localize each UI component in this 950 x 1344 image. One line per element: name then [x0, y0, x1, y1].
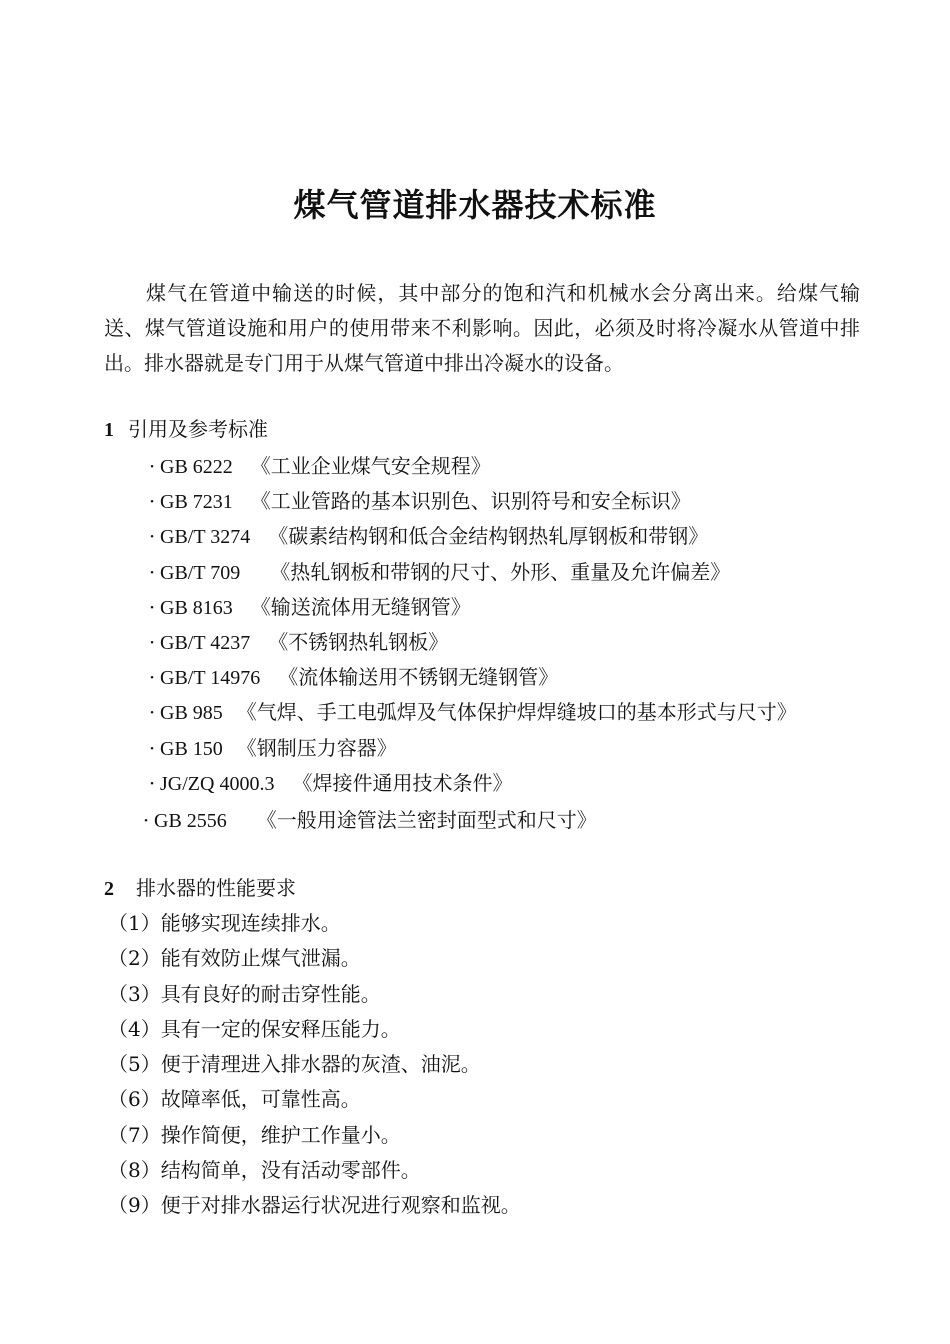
standard-item: [144, 697, 797, 732]
standard-name: 《热轧钢板和带钢的尺寸、外形、重量及允许偏差》: [270, 559, 731, 584]
standard-code: JG/ZQ 4000.3: [160, 772, 275, 795]
standard-code: GB 7231: [160, 491, 233, 514]
standard-name: 《输送流体用无缝钢管》: [250, 594, 471, 619]
requirement-item: （9）便于对排水器运行状况进行观察和监视。: [108, 1193, 521, 1218]
standard-item: [144, 662, 797, 697]
standard-item: [144, 733, 797, 768]
standard-code: GB 2556: [154, 809, 227, 832]
requirement-item: （7）操作简便，维护工作量小。: [108, 1122, 401, 1147]
performance-requirements-list: [108, 908, 521, 1226]
standard-name: 《钢制压力容器》: [236, 735, 397, 760]
bullet: ·: [148, 524, 156, 549]
standard-item: [144, 627, 797, 662]
standard-code: GB 6222: [160, 456, 233, 478]
standard-name: 《流体输送用不锈钢无缝钢管》: [278, 665, 559, 690]
standard-name: 《一般用途管法兰密封面型式和尺寸》: [256, 807, 597, 832]
standard-code: GB 150: [160, 737, 223, 760]
bullet: ·: [148, 735, 156, 760]
document-title: 煤气管道排水器技术标准: [293, 186, 657, 224]
standard-item: [144, 521, 797, 556]
standard-code: GB 8163: [160, 596, 233, 619]
requirement-item: （6）故障率低，可靠性高。: [108, 1087, 361, 1112]
standard-item: [144, 592, 797, 627]
standard-code: GB/T 709: [160, 561, 241, 584]
standard-name: 《工业管路的基本识别色、识别符号和安全标识》: [250, 489, 691, 514]
standard-item: [144, 486, 797, 521]
section-2-heading: [104, 873, 296, 904]
standard-name: 《气焊、手工电弧焊及气体保护焊焊缝坡口的基本形式与尺寸》: [236, 700, 797, 725]
bullet: ·: [148, 770, 156, 795]
bullet: ·: [148, 454, 156, 478]
standard-code: GB 985: [160, 702, 223, 725]
intro-paragraph: 煤气在管道中输送的时候，其中部分的饱和汽和机械水会分离出来。给煤气输送、煤气管道设施和用户的使用带来不利影响。因此，必须及时将冷凝水从管道中排出。排水器就是专门用于从煤气管道中排出冷凝水的设备。: [104, 281, 860, 375]
bullet: ·: [148, 700, 156, 725]
bullet: ·: [142, 807, 150, 832]
requirement-item: （1）能够实现连续排水。: [108, 911, 341, 935]
standard-item: [138, 803, 797, 840]
standard-name: 《工业企业煤气安全规程》: [250, 454, 491, 478]
standard-name: 《焊接件通用技术条件》: [292, 770, 513, 795]
bullet: ·: [148, 629, 156, 654]
bullet: ·: [148, 489, 156, 514]
standard-item: [144, 557, 797, 592]
requirement-item: （3）具有良好的耐击穿性能。: [108, 981, 381, 1006]
section-2-title: 排水器的性能要求: [136, 876, 296, 900]
standard-code: GB/T 4237: [160, 631, 251, 654]
bullet: ·: [148, 559, 156, 584]
section-2-number: 2: [104, 878, 114, 900]
requirement-item: （2）能有效防止煤气泄漏。: [108, 946, 361, 971]
standard-name: 《碳素结构钢和低合金结构钢热轧厚钢板和带钢》: [268, 524, 709, 549]
standard-code: GB/T 14976: [160, 667, 261, 690]
section-1-heading: [104, 414, 268, 445]
bullet: ·: [148, 594, 156, 619]
requirement-item: （8）结构简单，没有活动零部件。: [108, 1158, 421, 1183]
requirement-item: （5）便于清理进入排水器的灰渣、油泥。: [108, 1052, 481, 1077]
standard-item: [144, 451, 797, 486]
section-1-number: 1: [104, 419, 114, 441]
standard-name: 《不锈钢热轧钢板》: [268, 629, 449, 654]
section-1-title: 引用及参考标准: [128, 417, 268, 441]
reference-standards-list: [144, 451, 797, 840]
standard-code: GB/T 3274: [160, 526, 251, 549]
requirement-item: （4）具有一定的保安释压能力。: [108, 1016, 401, 1041]
bullet: ·: [148, 665, 156, 690]
standard-item: [144, 768, 797, 803]
